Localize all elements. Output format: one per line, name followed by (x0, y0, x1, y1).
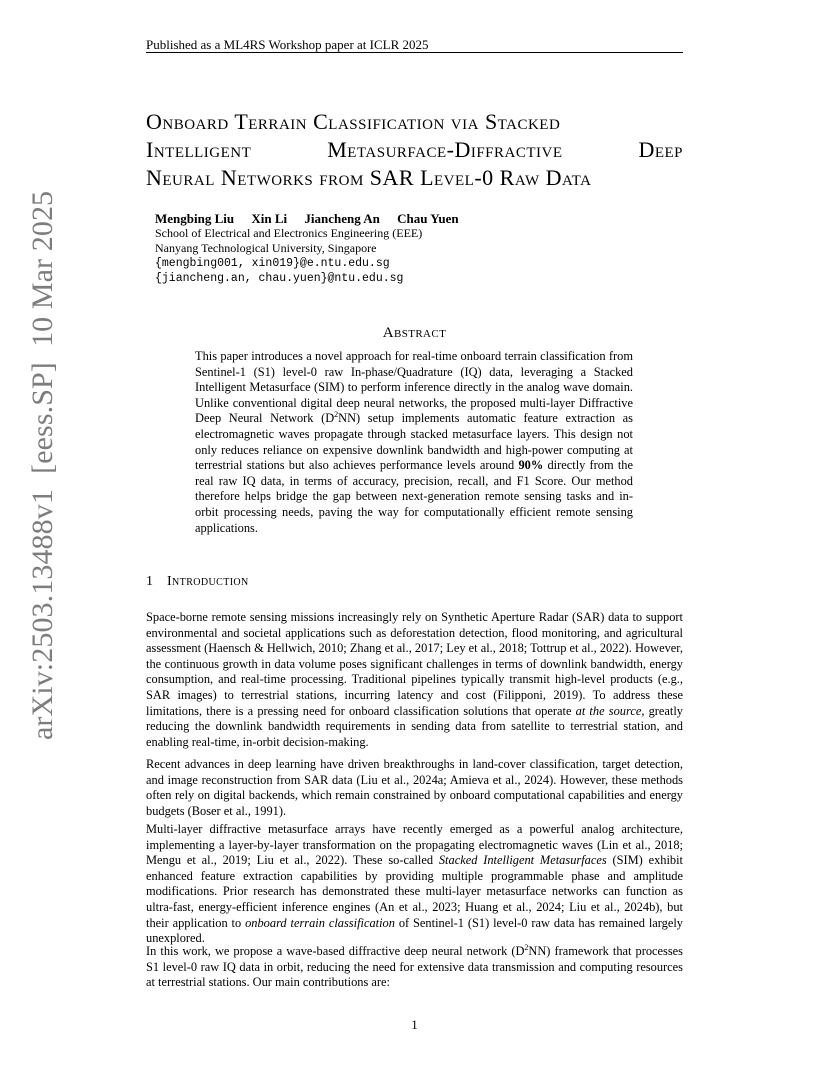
section-number: 1 (146, 574, 153, 589)
paragraph-2: Recent advances in deep learning have driven breakthroughs in land-cover classification, target detection, and image reconstruction from SAR data (Liu et al., 2024a; Amieva et al., 2024). However, these methods often rely on digital backends, which remain constrained by onboard computational capabilities and energy budgets (Boser et al., 1991). (146, 757, 683, 818)
abstract-text-1: This paper introduces a novel approach for real-time onboard terrain classification from Sentinel-1 (S1) level-0 raw In-phase/Quadrature (IQ) data, leveraging a Stacked Intelligent Metasurface (SIM) to perform inference directly in the analog wave domain. Unlike conventional digital deep neural networks, the proposed multi-layer Diffractive Deep Neural Network (D (195, 349, 633, 426)
paragraph-4 (146, 944, 683, 991)
emphasis: onboard terrain classification (245, 915, 395, 930)
title-line-2: Intelligent Metasurface-Diffractive Deep (146, 137, 683, 162)
superscript: 2 (524, 942, 529, 952)
section-title: Introduction (167, 574, 249, 589)
section-heading (146, 573, 249, 590)
author-name: Xin Li (251, 211, 288, 226)
page-number: 1 (411, 1017, 418, 1032)
abstract-heading: Abstract (382, 325, 447, 341)
author-email-1[interactable]: {mengbing001, xin019}@e.ntu.edu.sg (155, 257, 390, 270)
paragraph-text: of Sentinel-1 (S1) level-0 raw data has remained largely unexplored. (146, 915, 683, 946)
paragraph-text: , greatly reducing the downlink bandwidth requirements in sending data from satellite to terrestrial station, and enabling real-time, in-orbit decision-making. (146, 703, 684, 749)
abstract-text-2: NN) setup implements automatic feature extraction as electromagnetic waves propagate through stacked metasurface layers. This design not only reduces reliance on expensive downlink bandwidth and high-power computing at terrestrial stations but also achieves performance levels around (195, 411, 633, 473)
author-name: Jiancheng An (304, 211, 380, 226)
superscript: 2 (334, 410, 339, 420)
emphasis: at the source (575, 703, 642, 718)
title-line-3: Neural Networks from SAR Level-0 Raw Data (146, 165, 592, 190)
paragraph-text: (SIM) exhibit enhanced feature extraction capabilities by providing multiple programmable phase and amplitude modifications. Prior research has demonstrated these multi-layer metasurface networks can function as ultra-fast, energy-efficient inference engines (An et al., 2023; Huang et al., 2024; Liu et al., 2024b), but their application to (146, 853, 684, 930)
paragraph-text: In this work, we propose a wave-based diffractive deep neural network (D (146, 944, 525, 958)
author-list (155, 211, 473, 226)
author-name: Mengbing Liu (155, 211, 235, 226)
author-email-2[interactable]: {jiancheng.an, chau.yuen}@ntu.edu.sg (155, 272, 404, 285)
abstract-highlight: 90% (518, 458, 544, 473)
abstract-text-3: directly from the real raw IQ data, in terms of accuracy, precision, recall, and F1 Score. Our method therefore helps bridge the gap between next-generation remote sensing tasks and in-orbit processing needs, paving the way for computationally efficient remote sensing applications. (195, 458, 634, 535)
running-header: Published as a ML4RS Workshop paper at ICLR 2025 (146, 37, 429, 52)
title-line-1: Onboard Terrain Classification via Stacked (146, 109, 561, 134)
emphasis: Stacked Intelligent Metasurfaces (438, 853, 607, 868)
paragraph-1 (146, 610, 683, 750)
paragraph-3 (146, 822, 683, 947)
affiliation-school: School of Electrical and Electronics Engineering (EEE) (155, 226, 423, 240)
affiliation-university: Nanyang Technological University, Singapore (155, 241, 377, 255)
abstract-body (195, 349, 633, 536)
paragraph-text: Space-borne remote sensing missions increasingly rely on Synthetic Aperture Radar (SAR) data to support environmental and societal applications such as deforestation detection, flood monitoring, and agricultural assessment (Haensch & Hellwich, 2010; Zhang et al., 2017; Ley et al., 2018; Tottrup et al., 2022). However, the continuous growth in data volume poses significant challenges in terms of downlink bandwidth, energy consumption, and real-time processing. Traditional pipelines typically transmit high-level products (e.g., SAR images) to terrestrial stations, incurring latency and cost (Filipponi, 2019). To address these limitations, there is a pressing need for onboard classification solutions that operate (146, 610, 683, 718)
paragraph-text: NN) framework that processes S1 level-0 raw IQ data in orbit, reducing the need for extensive data transmission and computing resources at terrestrial stations. Our main contributions are: (146, 944, 683, 990)
author-name: Chau Yuen (397, 211, 459, 226)
paper-title (146, 108, 683, 192)
arxiv-sidebar-stamp: arXiv:2503.13488v1 [eess.SP] 10 Mar 2025 (26, 190, 59, 740)
header-rule (146, 52, 683, 53)
paragraph-text: Multi-layer diffractive metasurface arrays have recently emerged as a powerful analog architecture, implementing a layer-by-layer transformation on the propagating electromagnetic waves (Lin et al., 2018; Mengu et al., 2019; Liu et al., 2022). These so-called (146, 822, 683, 868)
